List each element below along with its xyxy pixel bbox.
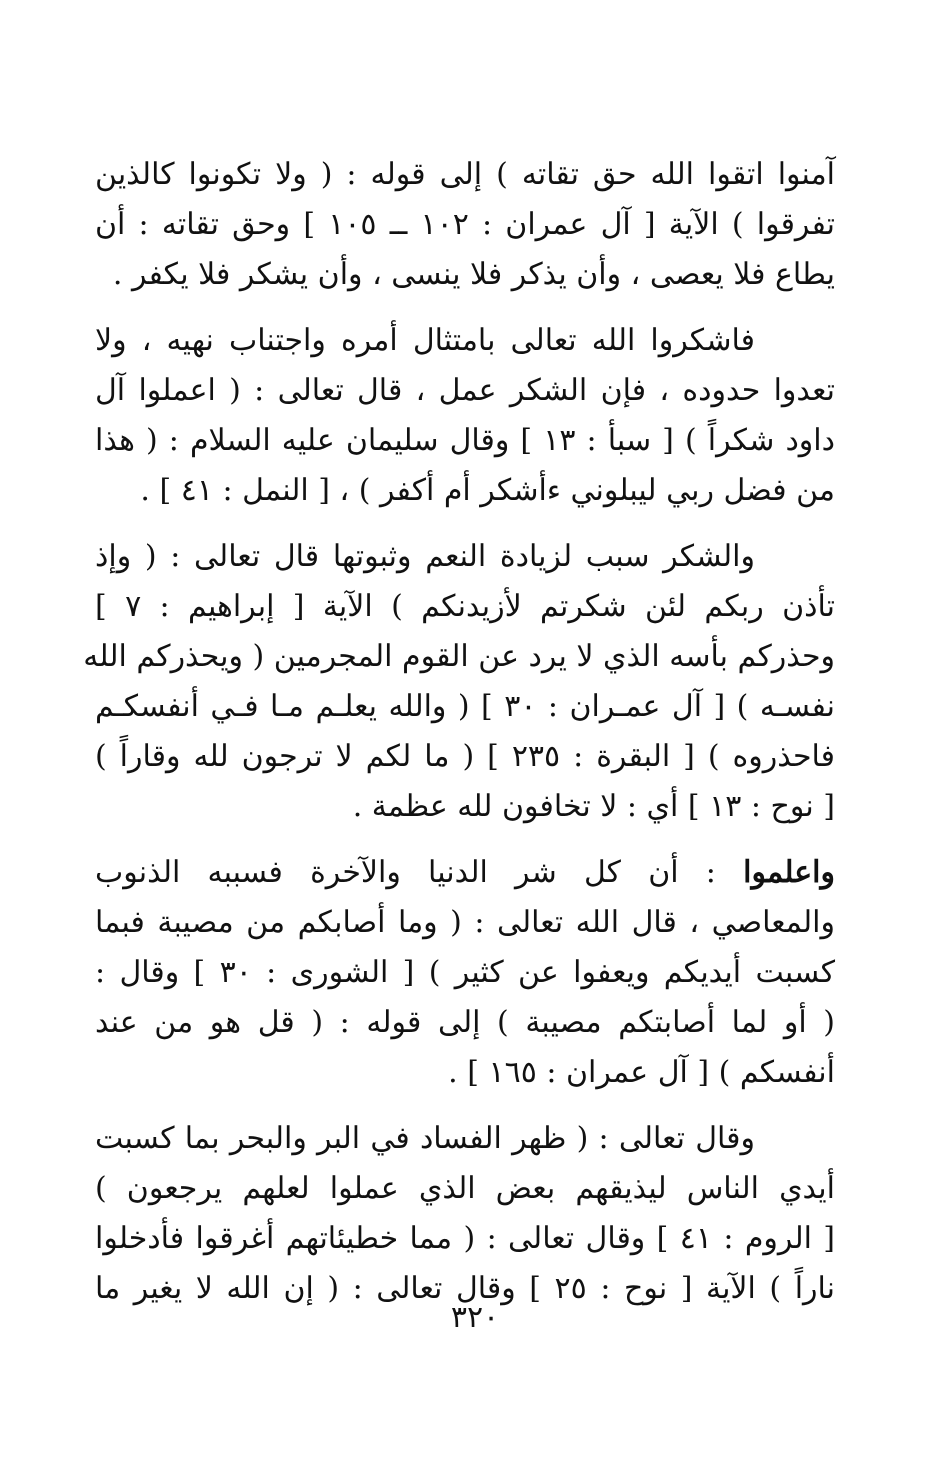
- lead-word: واعلموا: [743, 855, 835, 890]
- paragraph-2: [95, 316, 835, 516]
- text-line: كسبت أيديكم ويعفوا عن كثير ) [ الشورى : ٣٠ ] وقال :: [95, 955, 835, 990]
- text-line: أيدي الناس ليذيقهم بعض الذي عملوا لعلهم يرجعون ): [95, 1171, 835, 1206]
- text-line: من فضل ربي ليبلوني ءأشكر أم أكفر ) ، [ النمل : ٤١ ] .: [140, 473, 835, 508]
- text-line: تفرقوا ) الآية [ آل عمران : ١٠٢ ــ ١٠٥ ] وحق تقاته : أن: [95, 207, 835, 242]
- text-line: [95, 848, 835, 898]
- paragraph-1: [95, 150, 835, 300]
- text-line: والمعاصي ، قال الله تعالى : ( وما أصابكم من مصيبة فبما: [95, 905, 835, 940]
- text-line: تأذن ربكم لئن شكرتم لأزيدنكم ) الآية [ إبراهيم : ٧ ]: [95, 589, 835, 624]
- text-line: داود شكراً ) [ سبأ : ١٣ ] وقال سليمان عليه السلام : ( هذا: [95, 423, 835, 458]
- text-line: يطاع فلا يعصى ، وأن يذكر فلا ينسى ، وأن يشكر فلا يكفر .: [112, 257, 835, 292]
- text-line: فاحذروه ) [ البقرة : ٢٣٥ ] ( ما لكم لا ترجون لله وقاراً ): [95, 739, 835, 774]
- text-line: فاشكروا الله تعالى بامتثال أمره واجتناب نهيه ، ولا: [95, 323, 755, 358]
- body-text: [83, 150, 836, 1330]
- text-line: [ نوح : ١٣ ] أي : لا تخافون لله عظمة .: [352, 789, 835, 824]
- paragraph-5: [95, 1114, 835, 1314]
- text-line: أنفسكم ) [ آل عمران : ١٦٥ ] .: [448, 1055, 835, 1090]
- text-line: نفسـه ) [ آل عمـران : ٣٠ ] ( والله يعلـم مـا فـي أنفسكـم: [95, 689, 835, 724]
- text-line: [ الروم : ٤١ ] وقال تعالى : ( مما خطيئاتهم أغرقوا فأدخلوا: [95, 1221, 836, 1256]
- text-line: والشكر سبب لزيادة النعم وثبوتها قال تعالى : ( وإذ: [95, 539, 755, 574]
- text-line: تعدوا حدوده ، فإن الشكر عمل ، قال تعالى : ( اعملوا آل: [95, 373, 835, 408]
- text-line: وقال تعالى : ( ظهر الفساد في البر والبحر بما كسبت: [95, 1121, 755, 1156]
- paragraph-3: [83, 532, 835, 832]
- text-line: آمنوا اتقوا الله حق تقاته ) إلى قوله : ( ولا تكونوا كالذين: [95, 157, 835, 192]
- lead-line-text: : أن كل شر الدنيا والآخرة فسببه الذنوب: [95, 855, 716, 890]
- text-line: وحذركم بأسه الذي لا يرد عن القوم المجرمين ( ويحذركم الله: [83, 639, 835, 674]
- text-line: ( أو لما أصابتكم مصيبة ) إلى قوله : ( قل هو من عند: [95, 1005, 835, 1040]
- page-number: ٣٢٠: [450, 1300, 500, 1335]
- paragraph-4: [95, 848, 835, 1098]
- text-line: ناراً ) الآية [ نوح : ٢٥ ] وقال تعالى : ( إن الله لا يغير ما: [95, 1271, 836, 1306]
